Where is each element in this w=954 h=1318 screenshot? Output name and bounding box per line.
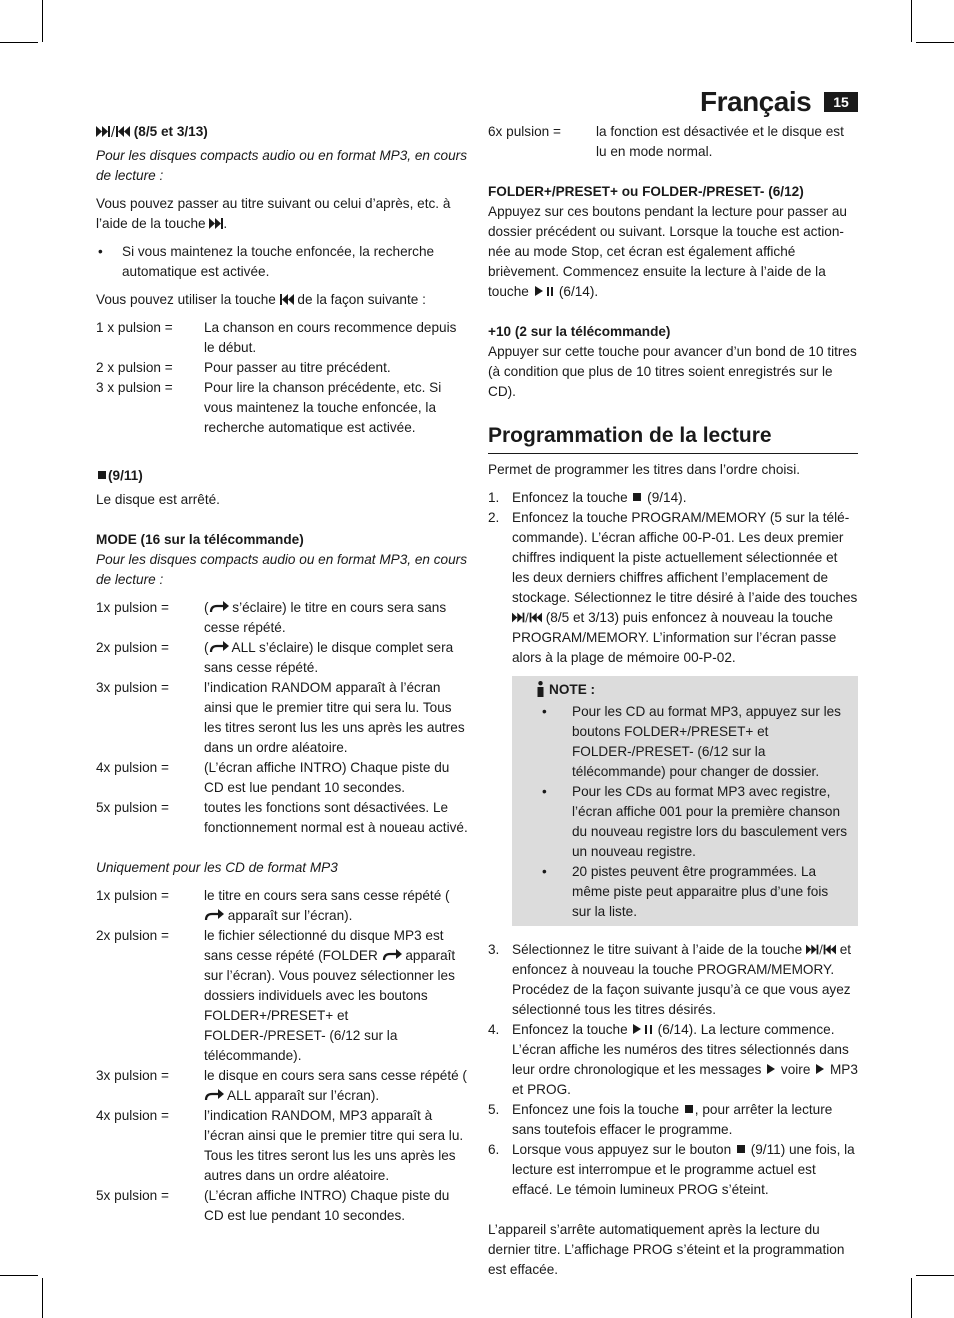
text: (6/14). (555, 284, 599, 299)
pulse-key: 3x pulsion = (96, 1068, 169, 1083)
step-text (512, 508, 858, 668)
skip-intro: Pour les disques compacts audio ou en format MP3, en cours de lecture : (96, 148, 468, 183)
text: ( (204, 600, 209, 615)
text: Vous pouvez utiliser la touche (96, 292, 280, 307)
pulse-key: 1x pulsion = (96, 600, 169, 615)
text: (6/14). La lecture commence. L’écran affiche les numéros des titres sélectionnés dans leur ordre chronologique et les messages (512, 1022, 849, 1077)
plus10-text: Appuyer sur cette touche pour avancer d’un bond de 10 titres (à condition que plus de 10 titres soient enregistrés sur le CD). (488, 344, 857, 399)
text: ALL s’éclaire) le disque complet sera sans cesse répété. (204, 640, 454, 675)
prog-intro: Permet de programmer les titres dans l’ordre choisi. (488, 462, 801, 477)
text: s’éclaire) le titre en cours sera sans cesse répété. (204, 600, 447, 635)
pulse-key: 1x pulsion = (96, 888, 169, 903)
text: (9/11) une fois, la lecture est interrompue et le programme actuel est effacé. Le témoin lumineux PROG s’éteint. (512, 1142, 855, 1197)
repeat-icon (209, 600, 229, 614)
text: et enfoncez à nouveau la touche PROGRAM/MEMORY. Procédez de la façon suivante jusqu’à ce que vous ayez sélectionné tous les titres désirés. (512, 942, 852, 1017)
pulse-key: 4x pulsion = (96, 760, 169, 775)
skip-paragraph (96, 290, 468, 310)
text: le titre en cours sera sans cesse répété ( (204, 888, 450, 903)
pulse-key: 6x pulsion = (488, 124, 561, 139)
pulse-key: 3x pulsion = (96, 680, 169, 695)
pulse-key: 1 x pulsion = (96, 320, 173, 335)
crop-mark (42, 1278, 43, 1318)
pulse-value: La chanson en cours recommence depuis le début. (204, 320, 457, 355)
stop-icon (737, 1145, 745, 1153)
text: ALL apparaît sur l’écran). (224, 1088, 380, 1103)
page-number-badge: 15 (824, 92, 858, 112)
repeat-icon (204, 908, 224, 922)
pulse-key: 2 x pulsion = (96, 360, 173, 375)
pulse-row (96, 598, 468, 638)
text: Enfoncez la touche (512, 490, 632, 505)
skip-prev-next-icon (96, 126, 130, 137)
step-number: 3. (488, 942, 500, 957)
crop-mark (42, 0, 43, 42)
right-column (488, 122, 858, 1280)
pulse-value (204, 926, 468, 1066)
text: , pour arrêter la lecture sans toutefois effacer le programme. (512, 1102, 833, 1137)
crop-mark (916, 1275, 954, 1276)
text: Lorsque vous appuyez sur le bouton (512, 1142, 735, 1157)
bullet-dot: • (98, 244, 103, 259)
bullet-dot: • (542, 704, 547, 719)
text: MP3 et PROG. (512, 1062, 858, 1097)
skip-next-icon (209, 218, 223, 229)
pulse-value (204, 886, 468, 926)
stop-icon (685, 1105, 693, 1113)
stop-text: Le disque est arrêté. (96, 492, 220, 507)
bullet-text: Pour les CD au format MP3, appuyez sur les boutons FOLDER+/PRESET+ et FOLDER-/PRESET- (6/12 sur la télécommande) pour changer de dossier. (572, 704, 841, 779)
play-icon (767, 1064, 775, 1074)
pulse-key: 2x pulsion = (96, 640, 169, 655)
repeat-icon (209, 640, 229, 654)
text: le disque en cours sera sans cesse répété ( (204, 1068, 467, 1083)
section-title: Programmation de la lecture (488, 422, 858, 454)
bullet-dot: • (542, 864, 547, 879)
pulse-row (96, 1186, 468, 1226)
step-text (512, 940, 858, 1020)
list-item (488, 508, 858, 668)
pulse-row (96, 358, 468, 378)
pulse-value (204, 1066, 468, 1106)
mp3-intro: Uniquement pour les CD de format MP3 (96, 860, 338, 875)
crop-mark (916, 42, 954, 43)
list-item (536, 782, 850, 862)
text: (9/14). (643, 490, 687, 505)
step-number: 6. (488, 1142, 500, 1157)
text: Enfoncez la touche PROGRAM/MEMORY (5 sur la télécommande). L’écran affiche 00-P-01. Les deux premier chiffres indiquent la piste actuellement sélectionnée et les deux derniers chiffres affichent l’emplacement de stockage. Sélectionnez le titre désiré à l’aide des touches (512, 510, 858, 605)
skip-prev-next-icon (512, 612, 542, 623)
bullet-text: Pour les CDs au format MP3 avec registre, l’écran affiche 001 pour la première chanson du nouveau registre lors du basculement vers un nouveau registre. (572, 784, 848, 859)
text: . (223, 216, 228, 231)
pulse-row (96, 678, 468, 758)
bullet-text: Si vous maintenez la touche enfoncée, la recherche automatique est activée. (122, 244, 435, 279)
text: Enfoncez une fois la touche (512, 1102, 683, 1117)
list-item (488, 940, 858, 1020)
note-box (512, 676, 858, 926)
crop-mark (0, 1275, 38, 1276)
crop-mark (911, 0, 912, 42)
pulse-row (96, 798, 468, 838)
text: apparaît sur l’écran). Vous pouvez sélectionner les dossiers individuels avec les boutons FOLDER+/PRESET+ et FOLDER-/PRESET- (6/12 sur la télécommande). (204, 948, 456, 1063)
skip-prev-next-icon (806, 944, 836, 955)
pulse-row (96, 378, 468, 438)
folder-text (488, 202, 858, 302)
pulse-value: (L’écran affiche INTRO) Chaque piste du CD est lue pendant 10 secondes. (204, 1188, 450, 1223)
plus10-heading: +10 (2 sur la télécommande) (488, 324, 671, 339)
list-item (488, 1100, 858, 1140)
pause-icon (547, 287, 554, 296)
skip-heading-text: (8/5 et 3/13) (133, 124, 208, 139)
skip-heading (96, 122, 468, 142)
play-icon (633, 1024, 641, 1034)
repeat-icon (382, 948, 402, 962)
skip-paragraph (96, 194, 468, 234)
crop-mark (0, 42, 38, 43)
pulse-row (96, 1106, 468, 1186)
list-item (536, 862, 850, 922)
list-item (536, 702, 850, 782)
step-text (512, 1100, 858, 1140)
pulse-key: 5x pulsion = (96, 1188, 169, 1203)
text: voire (777, 1062, 815, 1077)
crop-mark (911, 1278, 912, 1318)
stop-heading (96, 466, 468, 486)
text: ( (204, 640, 209, 655)
mode-intro: Pour les disques compacts audio ou en format MP3, en cours de lecture : (96, 552, 468, 587)
play-icon (535, 286, 543, 296)
text: (8/5 et 3/13) puis enfoncez à nouveau la touche PROGRAM/MEMORY. L’information sur l’écran passe alors à la plage de mémoire 00-P-02. (512, 610, 837, 665)
text: Appuyez sur ces boutons pendant la lecture pour passer au dossier précédent ou suivant. Lorsque la touche est actionnée au mode Stop, cet écran est également affiché brièvement. Commencez ensuite la lecture à l’aide de la touche (488, 204, 847, 299)
text: Vous pouvez passer au titre suivant ou celui d’après, etc. à l’aide de la touche (96, 196, 451, 231)
pulse-row (96, 1066, 468, 1106)
left-column (96, 122, 468, 1226)
text: Sélectionnez le titre suivant à l’aide de la touche (512, 942, 806, 957)
list-item (488, 1020, 858, 1100)
step-text (512, 1020, 858, 1100)
list-item (96, 242, 468, 282)
step-text (512, 488, 858, 508)
list-item (488, 1140, 858, 1200)
pulse-row (96, 758, 468, 798)
text: apparaît sur l’écran). (224, 908, 353, 923)
text: de la façon suivante : (293, 292, 426, 307)
pulse-key: 4x pulsion = (96, 1108, 169, 1123)
step-number: 5. (488, 1102, 500, 1117)
page-title: Français (700, 86, 812, 117)
list-item (488, 488, 858, 508)
pulse-value: (L’écran affiche INTRO) Chaque piste du CD est lue pendant 10 secondes. (204, 760, 450, 795)
bullet-text: 20 pistes peuvent être programmées. La même piste peut apparaitre plus d’une fois sur la liste. (572, 864, 829, 919)
note-title (536, 680, 850, 700)
pulse-value: l’indication RANDOM apparaît à l’écran ainsi que le premier titre qui sera lu. Tous les titres seront lus les uns après les autres dans un ordre aléatoire. (204, 680, 465, 755)
pulse-key: 2x pulsion = (96, 928, 169, 943)
pulse-value (204, 598, 468, 638)
pause-icon (645, 1025, 652, 1034)
pulse-row (96, 318, 468, 358)
step-text (512, 1140, 858, 1200)
text: NOTE : (549, 682, 596, 697)
play-icon (816, 1064, 824, 1074)
stop-heading-text: (9/11) (108, 468, 143, 483)
pulse-value (204, 638, 468, 678)
pulse-value: Pour lire la chanson précédente, etc. Si vous maintenez la touche enfoncée, la recherche automatique est activée. (204, 380, 442, 435)
step-number: 4. (488, 1022, 500, 1037)
stop-icon (633, 493, 641, 501)
pulse-value: Pour passer au titre précédent. (204, 360, 391, 375)
text: Enfoncez la touche (512, 1022, 632, 1037)
pulse-value: la fonction est désactivée et le disque est lu en mode normal. (596, 124, 844, 159)
text: le fichier sélectionné du disque MP3 est sans cesse répété (FOLDER (204, 928, 444, 963)
info-icon (536, 681, 545, 697)
bullet-dot: • (542, 784, 547, 799)
folder-heading: FOLDER+/PRESET+ ou FOLDER-/PRESET- (6/12) (488, 184, 804, 199)
mode-heading: MODE (16 sur la télécommande) (96, 532, 304, 547)
prog-outro: L’appareil s’arrête automatiquement après la lecture du dernier titre. L’affichage PROG s’éteint et la programmation est effacée. (488, 1222, 845, 1277)
pulse-row (488, 122, 858, 162)
repeat-icon (204, 1088, 224, 1102)
pulse-key: 5x pulsion = (96, 800, 169, 815)
pulse-value: l’indication RANDOM, MP3 apparaît à l’écran ainsi que le premier titre qui sera lu. Tous les titres seront lus les uns après les autres dans un ordre aléatoire. (204, 1108, 464, 1183)
skip-prev-icon (280, 294, 294, 305)
pulse-row (96, 886, 468, 926)
step-number: 1. (488, 490, 500, 505)
step-number: 2. (488, 510, 500, 525)
pulse-row (96, 926, 468, 1066)
pulse-key: 3 x pulsion = (96, 380, 173, 395)
pulse-value: toutes les fonctions sont désactivées. Le fonctionnement normal est à noueau activé. (204, 800, 468, 835)
stop-icon (98, 471, 106, 479)
pulse-row (96, 638, 468, 678)
